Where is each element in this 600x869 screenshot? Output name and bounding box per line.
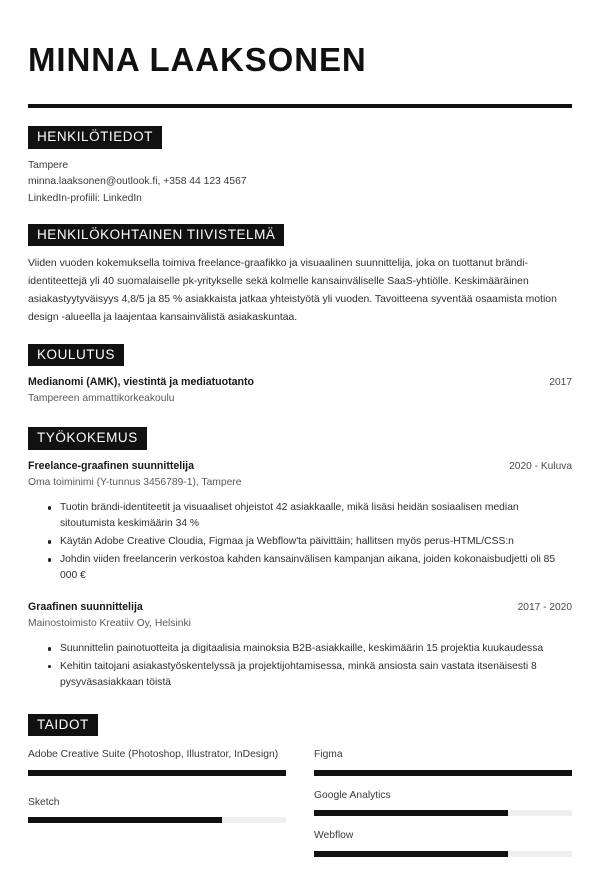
- skill-label: Adobe Creative Suite (Photoshop, Illustrator, InDesign): [28, 749, 279, 761]
- skill-label: Webflow: [314, 830, 354, 842]
- list-item: Käytän Adobe Creative Cloudia, Figmaa ja Webflow'ta päivittäin; hallitsen myös perus-HTML/CSS:n: [48, 534, 572, 551]
- skill-item: [28, 747, 286, 775]
- experience-date: 2020 - Kuluva: [509, 460, 572, 472]
- skill-progress-track: [28, 817, 286, 823]
- skill-progress-fill: [28, 770, 286, 776]
- skills-column-right: [314, 747, 572, 868]
- summary-text: Viiden vuoden kokemuksella toimiva freelance-graafikko ja visuaalinen suunnittelija, joka on tuottanut brändi-identiteettejä yli 40 suomalaiselle pk-yritykselle sekä kolmelle kansainväliselle SaaS-yhtiölle. Keskimääräinen asiakastyytyväisyys 4,8/5 ja 85 % asiakkaista jatkaa yhteistyötä yli vuoden. Tavoitteena syventää osaamista motion design -alueella ja laajentaa kansainvälistä asiakaskuntaa.: [28, 258, 557, 324]
- skill-progress-fill: [314, 810, 508, 816]
- section-heading-personal-info: HENKILÖTIEDOT: [28, 126, 162, 149]
- skill-label: Sketch: [28, 796, 60, 808]
- experience-employer: Oma toiminimi (Y-tunnus 3456789-1), Tampere: [28, 476, 242, 488]
- experience-entry: [28, 459, 572, 585]
- experience-spacer: [28, 587, 572, 600]
- education-institution: Tampereen ammattikorkeakoulu: [28, 393, 175, 405]
- skills-column-left: [28, 747, 286, 868]
- skill-progress-fill: [28, 817, 222, 823]
- skill-label: Google Analytics: [314, 789, 391, 801]
- section-skills: [28, 714, 572, 869]
- header-divider: [28, 104, 572, 108]
- experience-job-title: Freelance-graafinen suunnittelija: [28, 459, 195, 472]
- skill-item: [314, 747, 572, 775]
- list-item: Suunnittelin painotuotteita ja digitaalisia mainoksia B2B-asiakkaille, keskimäärin 15 projektia kuukaudessa: [48, 641, 572, 658]
- skill-item: [314, 828, 572, 856]
- contact-location: Tampere: [28, 159, 69, 171]
- skill-item: [314, 788, 572, 816]
- section-heading-skills: TAIDOT: [28, 714, 98, 737]
- experience-bullet-list: [28, 641, 572, 692]
- skill-progress-track: [314, 851, 572, 857]
- skill-item: [28, 795, 286, 823]
- section-personal-info: [28, 126, 572, 208]
- section-summary: [28, 224, 572, 327]
- skill-progress-track: [314, 810, 572, 816]
- experience-entry: [28, 600, 572, 692]
- skills-grid: [28, 747, 572, 868]
- experience-entry-header: [28, 600, 572, 616]
- experience-entry-header: [28, 459, 572, 475]
- list-item: Kehitin taitojani asiakastyöskentelyssä ja projektijohtamisessa, minkä ansiosta sain vastata itsenäisesti 8 pysyväsasiakkaan töistä: [48, 659, 572, 692]
- education-entry: [28, 375, 572, 407]
- skill-label: Figma: [314, 749, 343, 761]
- section-education: [28, 344, 572, 407]
- section-heading-education: KOULUTUS: [28, 344, 124, 367]
- skill-progress-fill: [314, 770, 572, 776]
- experience-employer: Mainostoimisto Kreatiiv Oy, Helsinki: [28, 617, 191, 629]
- page-title: MINNA LAAKSONEN: [28, 41, 367, 78]
- skill-progress-track: [28, 770, 286, 776]
- section-heading-summary: HENKILÖKOHTAINEN TIIVISTELMÄ: [28, 224, 284, 247]
- contact-linkedin[interactable]: LinkedIn-profiili: LinkedIn: [28, 193, 142, 205]
- skill-progress-track: [314, 770, 572, 776]
- skill-progress-fill: [314, 851, 508, 857]
- section-experience: [28, 427, 572, 692]
- education-degree: Medianomi (AMK), viestintä ja mediatuotanto: [28, 376, 255, 389]
- experience-date: 2017 - 2020: [517, 601, 572, 613]
- contact-email-phone: minna.laaksonen@outlook.fi, +358 44 123 4567: [28, 176, 247, 188]
- education-date: 2017: [549, 377, 572, 389]
- list-item: Tuotin brändi-identiteetit ja visuaaliset ohjeistot 42 asiakkaalle, mikä lisäsi heidän sosiaalisen median sitoutumista keskimäärin 34 %: [48, 500, 572, 533]
- list-item: Johdin viiden freelancerin verkostoa kahden kansainvälisen kampanjan aikana, joiden kokonaisbudjetti oli 85 000 €: [48, 552, 572, 585]
- education-entry-header: [28, 375, 572, 391]
- experience-job-title: Graafinen suunnittelija: [28, 600, 143, 613]
- section-heading-experience: TYÖKOKEMUS: [28, 427, 147, 450]
- experience-bullet-list: [28, 500, 572, 585]
